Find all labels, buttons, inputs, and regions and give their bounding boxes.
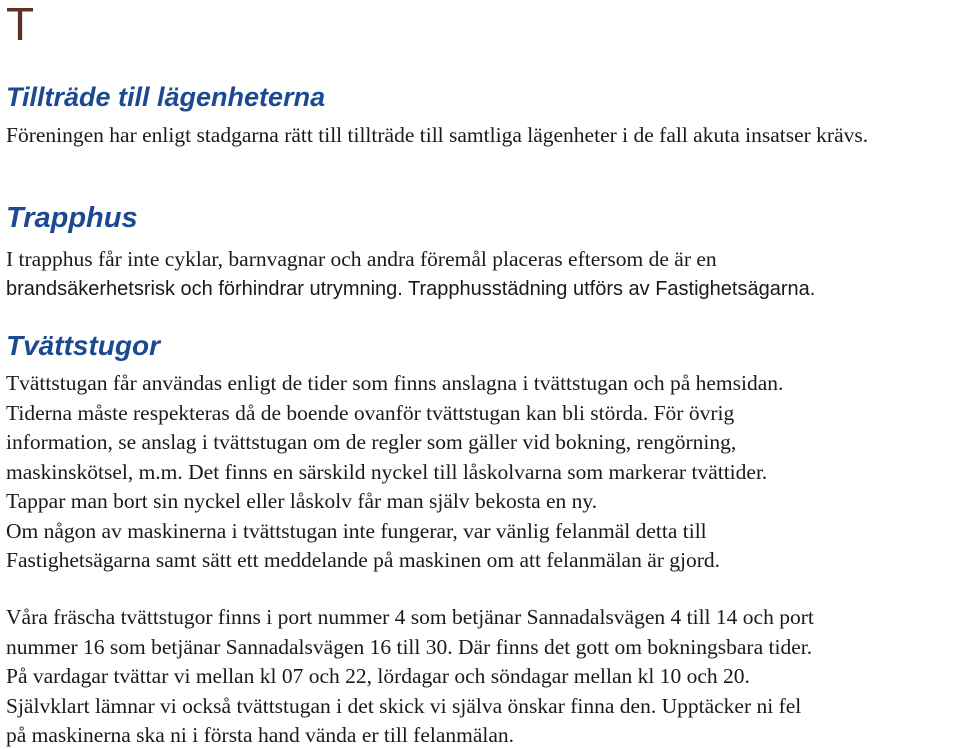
text-line: Om någon av maskinerna i tvättstugan inte fungerar, var vänlig felanmäl detta till (6, 518, 707, 543)
text-line: Våra fräscha tvättstugor finns i port nummer 4 som betjänar Sannadalsvägen 4 till 14 och port (6, 605, 814, 629)
text-line: Tiderna måste respekteras då de boende ovanför tvättstugan kan bli störda. För övrig (6, 400, 735, 425)
text-line: nummer 16 som betjänar Sannadalsvägen 16 till 30. Där finns det gott om bokningsbara tider. (6, 634, 813, 659)
paragraph-laundry-rules (6, 369, 956, 576)
heading-laundry: Tvättstugor (6, 330, 160, 361)
paragraph-laundry-info (6, 603, 956, 749)
text-line: brandsäkerhetsrisk och förhindrar utrymning. Trapphusstädning utförs av Fastighetsägarna. (6, 278, 816, 300)
heading-stairwell: Trapphus (6, 202, 138, 234)
text-line: information, se anslag i tvättstugan om de regler som gäller vid bokning, rengörning, (6, 430, 737, 454)
text-line: I trapphus får inte cyklar, barnvagnar och andra föremål placeras eftersom de är en (6, 247, 717, 271)
text-line: på maskinerna ska ni i första hand vända er till felanmälan. (6, 723, 515, 747)
text-line: Tvättstugan får användas enligt de tider som finns anslagna i tvättstugan och på hemsidan. (6, 371, 784, 395)
drop-letter: T (6, 0, 35, 50)
paragraph-stairwell-line-1 (6, 245, 956, 275)
text-line: maskinskötsel, m.m. Det finns en särskild nyckel till låskolvarna som markerar tvättider. (6, 459, 768, 484)
paragraph-access-text: Föreningen har enligt stadgarna rätt till tillträde till samtliga lägenheter i de fall akuta insatser krävs. (6, 123, 869, 147)
paragraph-access (6, 121, 956, 151)
text-line: Fastighetsägarna samt sätt ett meddelande på maskinen om att felanmälan är gjord. (6, 548, 721, 572)
paragraph-stairwell-line-2 (6, 275, 956, 305)
text-line: Tappar man bort sin nyckel eller låskolv får man själv bekosta en ny. (6, 489, 598, 513)
text-line: På vardagar tvättar vi mellan kl 07 och 22, lördagar och söndagar mellan kl 10 och 20. (6, 664, 750, 688)
heading-access: Tillträde till lägenheterna (6, 82, 326, 112)
text-line: Självklart lämnar vi också tvättstugan i det skick vi själva önskar finna den. Upptäcker ni fel (6, 693, 802, 718)
